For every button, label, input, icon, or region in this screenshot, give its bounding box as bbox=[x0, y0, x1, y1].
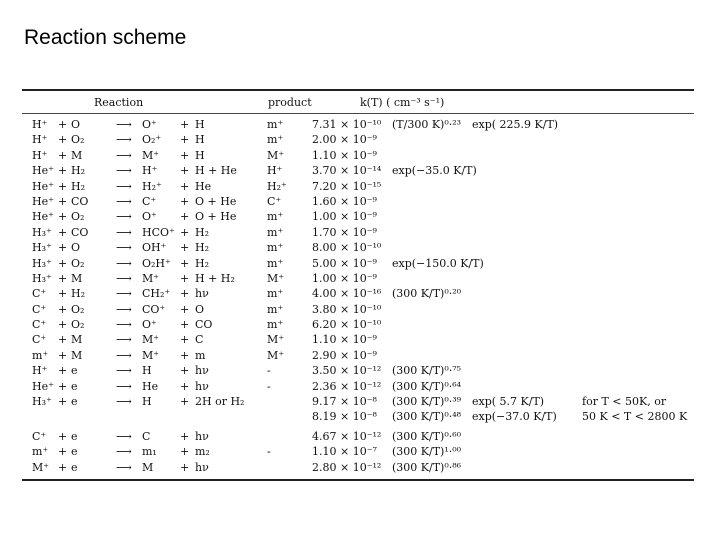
reactant-1: He⁺ bbox=[32, 164, 54, 178]
reactant-1: H⁺ bbox=[32, 118, 48, 131]
product-1: M⁺ bbox=[142, 348, 160, 362]
plus-sign: + bbox=[58, 256, 68, 270]
plus-sign: + bbox=[180, 256, 190, 270]
product-1: O⁺ bbox=[142, 318, 157, 332]
plus-sign: + bbox=[58, 379, 68, 393]
product-1: H bbox=[142, 395, 152, 409]
product-1: He bbox=[142, 379, 159, 393]
product-class: m⁺ bbox=[267, 287, 284, 301]
reactant-1: C⁺ bbox=[32, 333, 47, 347]
reactant-2: O₂ bbox=[71, 256, 85, 270]
plus-sign: + bbox=[58, 179, 68, 193]
table-row bbox=[22, 225, 694, 240]
product-1: M⁺ bbox=[142, 333, 160, 347]
plus-sign: + bbox=[180, 164, 190, 178]
reactant-1: H₃⁺ bbox=[32, 225, 52, 239]
rate-coefficient: 3.50 × 10⁻¹² bbox=[312, 364, 382, 378]
reactant-2: e bbox=[71, 429, 78, 443]
product-class: m⁺ bbox=[267, 118, 284, 131]
table-row bbox=[22, 256, 694, 271]
product-1: OH⁺ bbox=[142, 241, 167, 255]
rate-coefficient: 4.67 × 10⁻¹² bbox=[312, 429, 382, 443]
product-2: H + He bbox=[195, 164, 237, 178]
plus-sign: + bbox=[180, 364, 190, 378]
product-1: O⁺ bbox=[142, 210, 157, 224]
plus-sign: + bbox=[58, 348, 68, 362]
table-row bbox=[22, 286, 694, 301]
reactant-1: H₃⁺ bbox=[32, 271, 52, 285]
rate-coefficient: 3.70 × 10⁻¹⁴ bbox=[312, 164, 382, 178]
temperature-term: (300 K/T)⁰·²⁰ bbox=[392, 287, 462, 301]
product-class: M⁺ bbox=[267, 271, 285, 285]
reactant-2: H₂ bbox=[71, 164, 86, 178]
rate-coefficient: 2.80 × 10⁻¹² bbox=[312, 460, 382, 474]
rate-coefficient: 1.70 × 10⁻⁹ bbox=[312, 225, 377, 239]
product-2: m bbox=[195, 348, 206, 362]
reactant-1: H⁺ bbox=[32, 364, 48, 378]
arrow: ⟶ bbox=[116, 379, 132, 393]
plus-sign: + bbox=[58, 445, 68, 459]
product-2: hν bbox=[195, 287, 209, 301]
reactant-2: H₂ bbox=[71, 287, 86, 301]
reactant-1: H₃⁺ bbox=[32, 241, 52, 255]
product-2: H bbox=[195, 118, 205, 131]
plus-sign: + bbox=[58, 429, 68, 443]
plus-sign: + bbox=[58, 148, 68, 162]
plus-sign: + bbox=[180, 302, 190, 316]
plus-sign: + bbox=[58, 133, 68, 147]
rate-coefficient: 8.00 × 10⁻¹⁰ bbox=[312, 241, 382, 255]
product-2: O + He bbox=[195, 194, 237, 208]
product-class: m⁺ bbox=[267, 241, 284, 255]
slide-title: Reaction scheme bbox=[24, 26, 187, 49]
rate-coefficient: 7.20 × 10⁻¹⁵ bbox=[312, 179, 382, 193]
plus-sign: + bbox=[180, 429, 190, 443]
table-row bbox=[22, 240, 694, 255]
plus-sign: + bbox=[58, 318, 68, 332]
table-row bbox=[22, 429, 694, 444]
arrow: ⟶ bbox=[116, 210, 132, 224]
rate-coefficient: 1.00 × 10⁻⁹ bbox=[312, 210, 377, 224]
arrow: ⟶ bbox=[116, 364, 132, 378]
validity-range: for T < 50K, or bbox=[582, 395, 667, 409]
table-row bbox=[22, 332, 694, 347]
reactant-2: M bbox=[71, 333, 83, 347]
temperature-term: (300 K/T)⁰·⁸⁶ bbox=[392, 460, 462, 474]
rate-coefficient: 9.17 × 10⁻⁸ bbox=[312, 395, 377, 409]
product-class: m⁺ bbox=[267, 133, 284, 147]
arrow: ⟶ bbox=[116, 445, 132, 459]
product-2: CO bbox=[195, 318, 213, 332]
rate-coefficient: 7.31 × 10⁻¹⁰ bbox=[312, 118, 382, 131]
arrow: ⟶ bbox=[116, 333, 132, 347]
header-reaction: Reaction bbox=[94, 96, 144, 109]
rate-coefficient: 1.10 × 10⁻⁷ bbox=[312, 445, 377, 459]
product-2: O bbox=[195, 302, 205, 316]
plus-sign: + bbox=[58, 164, 68, 178]
arrow: ⟶ bbox=[116, 460, 132, 474]
reactant-1: H₃⁺ bbox=[32, 256, 52, 270]
arrow: ⟶ bbox=[116, 271, 132, 285]
product-1: M⁺ bbox=[142, 271, 160, 285]
table-header bbox=[22, 91, 694, 113]
arrow: ⟶ bbox=[116, 118, 132, 131]
plus-sign: + bbox=[180, 379, 190, 393]
arrow: ⟶ bbox=[116, 395, 132, 409]
rate-coefficient: 2.00 × 10⁻⁹ bbox=[312, 133, 377, 147]
table-row bbox=[22, 117, 694, 132]
arrow: ⟶ bbox=[116, 302, 132, 316]
plus-sign: + bbox=[180, 225, 190, 239]
temperature-term: (T/300 K)⁰·²³ bbox=[392, 118, 462, 131]
reactant-2: M bbox=[71, 148, 83, 162]
plus-sign: + bbox=[180, 318, 190, 332]
product-2: C bbox=[195, 333, 204, 347]
rate-coefficient: 3.80 × 10⁻¹⁰ bbox=[312, 302, 382, 316]
arrow: ⟶ bbox=[116, 256, 132, 270]
table-body bbox=[22, 114, 694, 475]
product-1: M bbox=[142, 460, 154, 474]
arrow: ⟶ bbox=[116, 241, 132, 255]
table-row bbox=[22, 209, 694, 224]
reactant-1: C⁺ bbox=[32, 318, 47, 332]
table-row bbox=[22, 379, 694, 394]
temperature-term: (300 K/T)⁰·³⁹ bbox=[392, 395, 462, 409]
plus-sign: + bbox=[58, 241, 68, 255]
reactant-2: O bbox=[71, 118, 81, 131]
product-class: m⁺ bbox=[267, 302, 284, 316]
product-2: He bbox=[195, 179, 212, 193]
temperature-term: exp(−35.0 K/T) bbox=[392, 164, 477, 178]
table-row bbox=[22, 348, 694, 363]
plus-sign: + bbox=[58, 271, 68, 285]
product-1: O₂⁺ bbox=[142, 133, 162, 147]
product-class: M⁺ bbox=[267, 148, 285, 162]
table-row bbox=[22, 444, 694, 459]
reactant-2: M bbox=[71, 348, 83, 362]
exp-term: exp( 5.7 K/T) bbox=[472, 395, 545, 409]
plus-sign: + bbox=[180, 210, 190, 224]
temperature-term: (300 K/T)⁰·⁷⁵ bbox=[392, 364, 462, 378]
arrow: ⟶ bbox=[116, 148, 132, 162]
reactant-2: CO bbox=[71, 194, 89, 208]
temperature-term: (300 K/T)⁰·⁶⁰ bbox=[392, 429, 462, 443]
reactant-2: e bbox=[71, 364, 78, 378]
table-row bbox=[22, 302, 694, 317]
arrow: ⟶ bbox=[116, 287, 132, 301]
plus-sign: + bbox=[180, 348, 190, 362]
reactant-1: C⁺ bbox=[32, 302, 47, 316]
arrow: ⟶ bbox=[116, 429, 132, 443]
rate-coefficient: 1.10 × 10⁻⁹ bbox=[312, 333, 377, 347]
product-1: M⁺ bbox=[142, 148, 160, 162]
plus-sign: + bbox=[58, 118, 68, 131]
table-row bbox=[22, 409, 694, 424]
product-2: hν bbox=[195, 364, 209, 378]
temperature-term: exp(−150.0 K/T) bbox=[392, 256, 484, 270]
product-class: C⁺ bbox=[267, 194, 282, 208]
table-row bbox=[22, 163, 694, 178]
product-1: O⁺ bbox=[142, 118, 157, 131]
product-2: hν bbox=[195, 429, 209, 443]
exp-term: exp(−37.0 K/T) bbox=[472, 410, 557, 424]
product-1: H bbox=[142, 364, 152, 378]
reactant-1: H⁺ bbox=[32, 148, 48, 162]
plus-sign: + bbox=[58, 225, 68, 239]
product-class: M⁺ bbox=[267, 348, 285, 362]
temperature-term: (300 K/T)⁰·⁶⁴ bbox=[392, 379, 462, 393]
reactant-1: He⁺ bbox=[32, 210, 54, 224]
reactant-1: m⁺ bbox=[32, 348, 49, 362]
plus-sign: + bbox=[180, 241, 190, 255]
plus-sign: + bbox=[58, 287, 68, 301]
reactant-1: m⁺ bbox=[32, 445, 49, 459]
plus-sign: + bbox=[180, 460, 190, 474]
reactant-1: He⁺ bbox=[32, 179, 54, 193]
product-1: CO⁺ bbox=[142, 302, 166, 316]
reactant-2: CO bbox=[71, 225, 89, 239]
reactant-2: O₂ bbox=[71, 302, 85, 316]
reactant-2: M bbox=[71, 271, 83, 285]
product-1: C bbox=[142, 429, 151, 443]
arrow: ⟶ bbox=[116, 194, 132, 208]
table-row bbox=[22, 317, 694, 332]
product-1: H⁺ bbox=[142, 164, 158, 178]
rate-coefficient: 1.10 × 10⁻⁹ bbox=[312, 148, 377, 162]
table-row bbox=[22, 271, 694, 286]
reactant-2: H₂ bbox=[71, 179, 86, 193]
rate-coefficient: 2.90 × 10⁻⁹ bbox=[312, 348, 377, 362]
plus-sign: + bbox=[180, 148, 190, 162]
validity-range: 50 K < T < 2800 K bbox=[582, 410, 688, 424]
rate-coefficient: 6.20 × 10⁻¹⁰ bbox=[312, 318, 382, 332]
product-class: m⁺ bbox=[267, 225, 284, 239]
product-1: CH₂⁺ bbox=[142, 287, 171, 301]
product-1: O₂H⁺ bbox=[142, 256, 171, 270]
product-2: O + He bbox=[195, 210, 237, 224]
rate-coefficient: 2.36 × 10⁻¹² bbox=[312, 379, 382, 393]
temperature-term: (300 K/T)⁰·⁴⁸ bbox=[392, 410, 462, 424]
plus-sign: + bbox=[58, 395, 68, 409]
plus-sign: + bbox=[58, 460, 68, 474]
table-row bbox=[22, 460, 694, 475]
table-row bbox=[22, 363, 694, 378]
plus-sign: + bbox=[180, 445, 190, 459]
rate-coefficient: 1.60 × 10⁻⁹ bbox=[312, 194, 377, 208]
reactant-1: H₃⁺ bbox=[32, 395, 52, 409]
reactant-2: e bbox=[71, 445, 78, 459]
product-class: H₂⁺ bbox=[267, 179, 287, 193]
product-2: H + H₂ bbox=[195, 271, 235, 285]
reactant-1: M⁺ bbox=[32, 460, 50, 474]
product-2: H₂ bbox=[195, 225, 210, 239]
plus-sign: + bbox=[180, 133, 190, 147]
product-class: - bbox=[267, 364, 271, 378]
reactant-2: O bbox=[71, 241, 81, 255]
plus-sign: + bbox=[58, 210, 68, 224]
reactant-1: H⁺ bbox=[32, 133, 48, 147]
reaction-table bbox=[22, 89, 694, 481]
product-2: H₂ bbox=[195, 256, 210, 270]
rate-coefficient: 1.00 × 10⁻⁹ bbox=[312, 271, 377, 285]
product-class: m⁺ bbox=[267, 210, 284, 224]
plus-sign: + bbox=[180, 179, 190, 193]
product-2: H bbox=[195, 133, 205, 147]
reactant-2: O₂ bbox=[71, 318, 85, 332]
product-2: H₂ bbox=[195, 241, 210, 255]
plus-sign: + bbox=[180, 118, 190, 131]
temperature-term: (300 K/T)¹·⁰⁰ bbox=[392, 445, 462, 459]
reactant-2: e bbox=[71, 379, 78, 393]
reactant-2: e bbox=[71, 395, 78, 409]
arrow: ⟶ bbox=[116, 318, 132, 332]
rate-coefficient: 8.19 × 10⁻⁸ bbox=[312, 410, 377, 424]
product-1: m₁ bbox=[142, 445, 157, 459]
rate-coefficient: 5.00 × 10⁻⁹ bbox=[312, 256, 377, 270]
product-class: - bbox=[267, 445, 271, 459]
table-row bbox=[22, 194, 694, 209]
plus-sign: + bbox=[180, 287, 190, 301]
arrow: ⟶ bbox=[116, 164, 132, 178]
product-2: H bbox=[195, 148, 205, 162]
header-product: product bbox=[268, 96, 312, 109]
bottom-rule bbox=[22, 479, 694, 481]
product-1: H₂⁺ bbox=[142, 179, 162, 193]
table-row bbox=[22, 148, 694, 163]
product-2: hν bbox=[195, 379, 209, 393]
product-2: m₂ bbox=[195, 445, 210, 459]
reactant-2: e bbox=[71, 460, 78, 474]
product-class: m⁺ bbox=[267, 318, 284, 332]
exp-term: exp( 225.9 K/T) bbox=[472, 118, 559, 131]
arrow: ⟶ bbox=[116, 225, 132, 239]
product-2: hν bbox=[195, 460, 209, 474]
reactant-1: C⁺ bbox=[32, 287, 47, 301]
arrow: ⟶ bbox=[116, 179, 132, 193]
plus-sign: + bbox=[58, 364, 68, 378]
reactant-2: O₂ bbox=[71, 133, 85, 147]
table-row bbox=[22, 132, 694, 147]
rate-coefficient: 4.00 × 10⁻¹⁶ bbox=[312, 287, 382, 301]
plus-sign: + bbox=[58, 333, 68, 347]
plus-sign: + bbox=[180, 194, 190, 208]
arrow: ⟶ bbox=[116, 133, 132, 147]
plus-sign: + bbox=[180, 395, 190, 409]
reactant-1: He⁺ bbox=[32, 379, 54, 393]
product-1: C⁺ bbox=[142, 194, 157, 208]
plus-sign: + bbox=[58, 194, 68, 208]
product-class: M⁺ bbox=[267, 333, 285, 347]
reactant-2: O₂ bbox=[71, 210, 85, 224]
arrow: ⟶ bbox=[116, 348, 132, 362]
table-row bbox=[22, 179, 694, 194]
plus-sign: + bbox=[180, 271, 190, 285]
product-class: H⁺ bbox=[267, 164, 283, 178]
reactant-1: C⁺ bbox=[32, 429, 47, 443]
product-2: 2H or H₂ bbox=[195, 395, 245, 409]
product-1: HCO⁺ bbox=[142, 225, 175, 239]
plus-sign: + bbox=[180, 333, 190, 347]
product-class: m⁺ bbox=[267, 256, 284, 270]
reactant-1: He⁺ bbox=[32, 194, 54, 208]
plus-sign: + bbox=[58, 302, 68, 316]
header-rate: k(T) ( cm⁻³ s⁻¹) bbox=[360, 96, 445, 109]
table-row bbox=[22, 394, 694, 409]
product-class: - bbox=[267, 379, 271, 393]
